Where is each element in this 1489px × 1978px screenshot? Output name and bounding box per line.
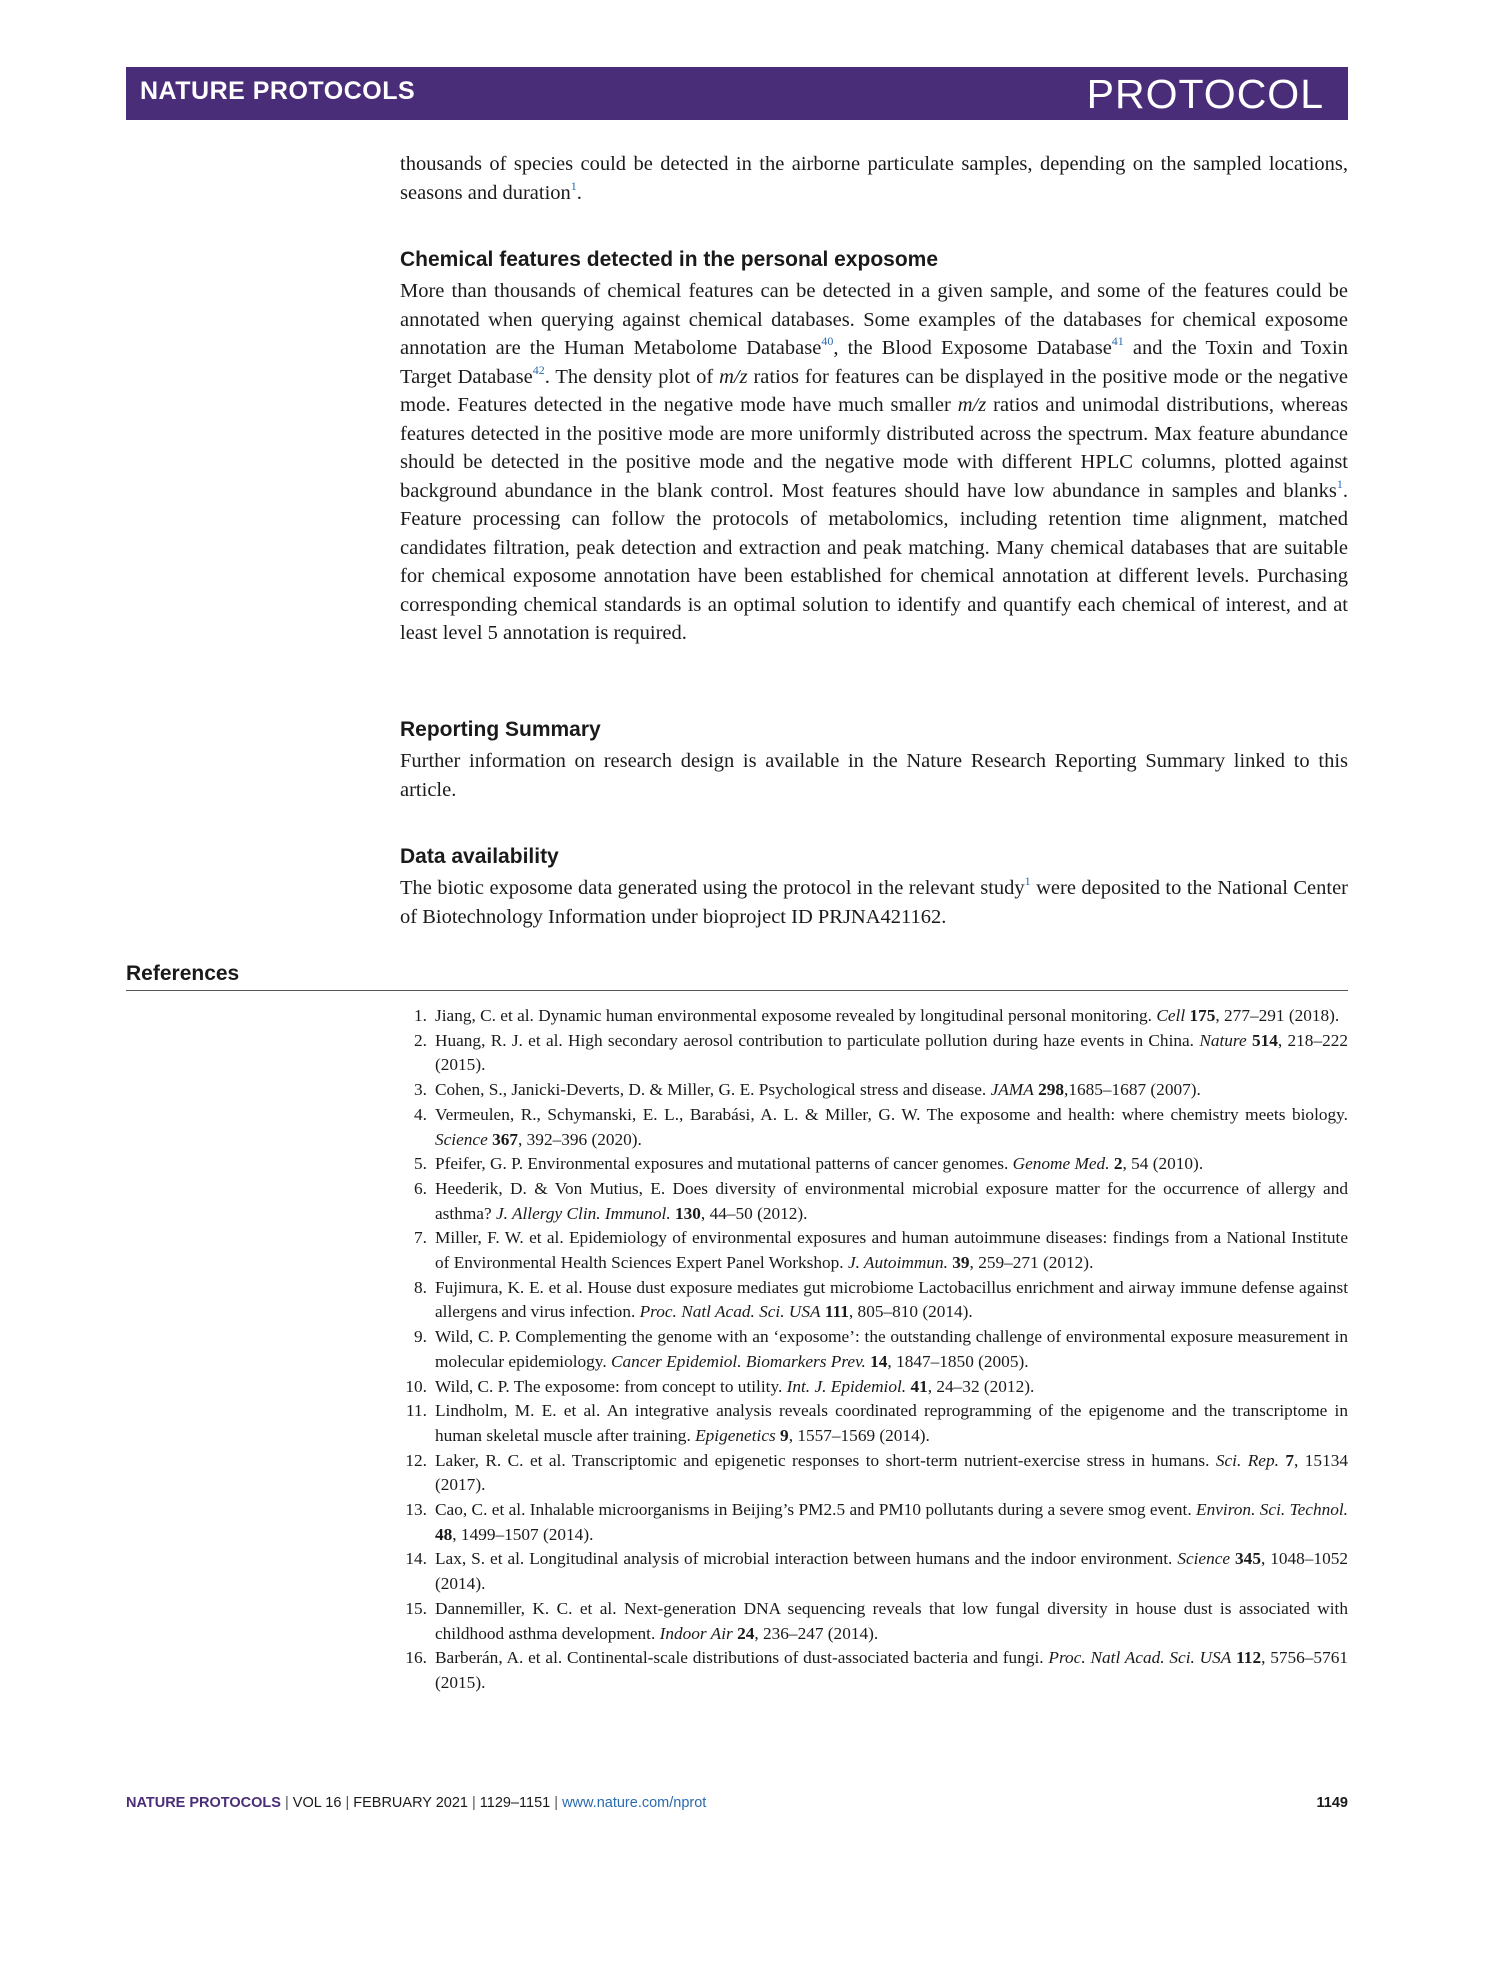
reference-volume: 48 xyxy=(435,1524,453,1544)
reference-journal: Proc. Natl Acad. Sci. USA xyxy=(1048,1648,1232,1668)
footer-journal: NATURE PROTOCOLS xyxy=(126,1795,281,1811)
reference-number: 3. xyxy=(414,1080,427,1100)
reference-pages: , 1048–1052 (2014). xyxy=(435,1549,1348,1594)
reference-volume: 367 xyxy=(492,1129,519,1149)
reference-volume: 175 xyxy=(1189,1006,1216,1025)
article-type: PROTOCOL xyxy=(1086,71,1324,117)
reference-item xyxy=(400,1226,1348,1275)
reference-volume: 7 xyxy=(1285,1450,1295,1470)
reference-volume: 345 xyxy=(1235,1549,1261,1569)
reference-number: 12. xyxy=(405,1450,427,1470)
reference-item xyxy=(400,1152,1348,1177)
reference-text: Fujimura, K. E. et al. House dust exposure mediates gut microbiome Lactobacillus enrichment and airway immune defense against allergens and virus infection. xyxy=(435,1277,1348,1322)
section-heading-reporting: Reporting Summary xyxy=(400,718,601,741)
journal-name: NATURE PROTOCOLS xyxy=(140,77,416,105)
citation-link[interactable]: 1 xyxy=(1336,476,1343,491)
reference-text: Cao, C. et al. Inhalable microorganisms in Beijing’s PM2.5 and PM10 pollutants during a severe smog event. xyxy=(435,1500,1197,1520)
reference-journal: J. Allergy Clin. Immunol. xyxy=(495,1203,671,1223)
reference-number: 1. xyxy=(414,1006,427,1025)
citation-link[interactable]: 41 xyxy=(1111,334,1124,348)
footer-volume: VOL 16 xyxy=(292,1795,342,1811)
page-number: 1149 xyxy=(1316,1795,1348,1811)
reference-number: 2. xyxy=(414,1030,427,1050)
reference-volume: 298 xyxy=(1038,1080,1065,1100)
references-list xyxy=(400,1004,1348,1696)
intro-paragraph: thousands of species could be detected in the airborne particulate samples, depending on the sampled locations, seasons and duration$^1$. xyxy=(400,153,1348,204)
reference-item xyxy=(400,1547,1348,1596)
reference-journal: Sci. Rep. xyxy=(1215,1450,1279,1470)
reference-number: 4. xyxy=(414,1104,427,1124)
reference-item xyxy=(400,1078,1348,1103)
reference-pages: ,1685–1687 (2007). xyxy=(1064,1080,1201,1100)
reference-text: Lax, S. et al. Longitudinal analysis of microbial interaction between humans and the indoor environment. xyxy=(435,1549,1178,1569)
reference-pages: , 15134 (2017). xyxy=(435,1450,1348,1495)
reference-journal: Proc. Natl Acad. Sci. USA xyxy=(639,1302,821,1322)
reference-item xyxy=(400,1004,1348,1029)
reference-volume: 2 xyxy=(1113,1154,1123,1174)
reference-pages: , 24–32 (2012). xyxy=(927,1376,1035,1396)
reference-volume: 39 xyxy=(952,1253,970,1273)
citation-link[interactable]: 1 xyxy=(570,178,577,193)
reference-number: 10. xyxy=(405,1376,427,1396)
reference-pages: , 805–810 (2014). xyxy=(848,1302,973,1322)
reference-text: Vermeulen, R., Schymanski, E. L., Barabási, A. L. & Miller, G. W. The exposome and health: where chemistry meets biology. xyxy=(435,1104,1348,1124)
reference-text: Barberán, A. et al. Continental-scale distributions of dust-associated bacteria and fungi. xyxy=(435,1648,1049,1668)
reference-item xyxy=(400,1399,1348,1448)
reference-number: 11. xyxy=(406,1401,427,1421)
reference-item xyxy=(400,1103,1348,1152)
reference-journal: J. Autoimmun. xyxy=(847,1253,948,1273)
section-heading-data-availability: Data availability xyxy=(400,845,559,868)
reference-item xyxy=(400,1177,1348,1226)
citation-link[interactable]: 42 xyxy=(532,362,545,377)
reference-number: 14. xyxy=(405,1549,427,1569)
reference-number: 8. xyxy=(414,1277,427,1297)
reporting-paragraph: Further information on research design is available in the Nature Research Reporting Summary linked to this article. xyxy=(400,750,1348,801)
reference-number: 5. xyxy=(414,1154,427,1174)
footer-pages: 1129–1151 xyxy=(479,1795,551,1811)
reference-number: 7. xyxy=(414,1228,427,1248)
reference-text: Wild, C. P. The exposome: from concept to utility. xyxy=(435,1376,787,1396)
reference-pages: , 392–396 (2020). xyxy=(518,1129,642,1149)
reference-journal: Int. J. Epidemiol. xyxy=(786,1376,907,1396)
reference-pages: , 218–222 (2015). xyxy=(435,1030,1349,1075)
footer-date: FEBRUARY 2021 xyxy=(353,1795,468,1811)
reference-volume: 130 xyxy=(675,1203,701,1223)
section-heading-chemical: Chemical features detected in the personal exposome xyxy=(400,248,939,271)
reference-item xyxy=(400,1276,1348,1325)
chemical-paragraph: More than thousands of chemical features can be detected in a given sample, and some of the features could be annotated when querying against chemical databases. Some examples of the databases for chemical exposome annotation are the Human Metabolome Database$^{40}$, the Blood Exposome Database$^{41}$ and the Toxin and Toxin Target Database$^{42}$. The density plot of m/z ratios for features can be displayed in the positive mode or the negative mode. Features detected in the negative mode have much smaller m/z ratios and unimodal distributions, whereas features detected in the positive mode are more uniformly distributed across the spectrum. Max feature abundance should be detected in the positive mode and the negative mode with different HPLC columns, plotted against background abundance in the blank control. Most features should have low abundance in samples and blanks$^1$. Feature processing can follow the protocols of metabolomics, including retention time alignment, matched candidates filtration, peak detection and extraction and peak matching. Many chemical databases that are suitable for chemical exposome annotation have been established for chemical annotation at different levels. Purchasing corresponding chemical standards is an optimal solution to identify and quantify each chemical of interest, and at least level 5 annotation is required. xyxy=(400,280,1349,644)
reference-number: 9. xyxy=(414,1327,427,1347)
reference-text: Huang, R. J. et al. High secondary aerosol contribution to particulate pollution during haze events in China. xyxy=(435,1030,1200,1050)
reference-text: Jiang, C. et al. Dynamic human environmental exposome revealed by longitudinal personal monitoring. xyxy=(435,1006,1157,1025)
reference-text: Lindholm, M. E. et al. An integrative analysis reveals coordinated reprogramming of the epigenome and the transcriptome in human skeletal muscle after training. xyxy=(435,1401,1348,1445)
references-divider xyxy=(126,990,1348,991)
reference-text: Heederik, D. & Von Mutius, E. Does diversity of environmental microbial exposure matter for the occurrence of allergy and asthma? xyxy=(435,1178,1348,1223)
reference-text: Miller, F. W. et al. Epidemiology of environmental exposures and human autoimmune diseases: findings from a National Institute of Environmental Health Sciences Expert Panel Workshop. xyxy=(435,1228,1348,1273)
reference-pages: , 259–271 (2012). xyxy=(969,1253,1094,1273)
reference-volume: 112 xyxy=(1236,1648,1262,1668)
reference-text: Dannemiller, K. C. et al. Next-generation DNA sequencing reveals that low fungal diversity in house dust is associated with childhood asthma development. xyxy=(435,1598,1348,1643)
citation-link[interactable]: 40 xyxy=(821,334,834,348)
reference-pages: , 1499–1507 (2014). xyxy=(452,1524,594,1544)
page-footer: NATURE PROTOCOLS | VOL 16 | FEBRUARY 2021 | 1129–1151 | www.nature.com/nprot 1149 xyxy=(126,1795,1348,1811)
reference-pages: , 54 (2010). xyxy=(1122,1154,1204,1174)
reference-volume: 24 xyxy=(737,1623,755,1643)
reference-pages: , 277–291 (2018). xyxy=(1215,1006,1340,1025)
reference-pages: , 236–247 (2014). xyxy=(754,1623,879,1643)
reference-journal: Science xyxy=(1177,1549,1231,1569)
reference-journal: Science xyxy=(435,1129,488,1149)
reference-volume: 514 xyxy=(1251,1030,1278,1050)
reference-item xyxy=(400,1498,1348,1547)
reference-journal: Cancer Epidemiol. Biomarkers Prev. xyxy=(610,1351,866,1371)
reference-text: Laker, R. C. et al. Transcriptomic and epigenetic responses to short-term nutrient-exercise stress in humans. xyxy=(435,1450,1216,1470)
reference-pages: , 1847–1850 (2005). xyxy=(887,1351,1029,1371)
reference-journal: Environ. Sci. Technol. xyxy=(1196,1500,1348,1520)
reference-journal: JAMA xyxy=(990,1080,1034,1100)
footer-url-link[interactable]: www.nature.com/nprot xyxy=(562,1795,707,1811)
reference-journal: Indoor Air xyxy=(659,1623,733,1643)
reference-item xyxy=(400,1449,1348,1498)
reference-pages: , 1557–1569 (2014). xyxy=(788,1425,930,1445)
reference-item xyxy=(400,1597,1348,1646)
citation-link[interactable]: 1 xyxy=(1024,874,1031,888)
reference-item xyxy=(400,1646,1348,1695)
reference-text: Cohen, S., Janicki-Deverts, D. & Miller, G. E. Psychological stress and disease. xyxy=(435,1080,991,1100)
reference-number: 16. xyxy=(405,1648,427,1668)
reference-volume: 9 xyxy=(780,1425,789,1445)
reference-journal: Nature xyxy=(1199,1030,1247,1050)
reference-number: 15. xyxy=(405,1598,427,1618)
reference-volume: 41 xyxy=(910,1376,928,1396)
reference-pages: , 5756–5761 (2015). xyxy=(435,1648,1348,1692)
reference-volume: 111 xyxy=(824,1302,849,1322)
reference-item xyxy=(400,1029,1348,1078)
reference-journal: Cell xyxy=(1156,1006,1186,1025)
reference-item xyxy=(400,1325,1348,1374)
reference-text: Wild, C. P. Complementing the genome with an ‘exposome’: the outstanding challenge of environmental exposure measurement in molecular epidemiology. xyxy=(435,1327,1348,1371)
reference-text: Pfeifer, G. P. Environmental exposures and mutational patterns of cancer genomes. xyxy=(435,1154,1013,1174)
reference-journal: Epigenetics xyxy=(695,1425,776,1445)
reference-number: 6. xyxy=(414,1178,427,1198)
data-availability-paragraph: The biotic exposome data generated using the protocol in the relevant study$^1$ were deposited to the National Center of Biotechnology Information under bioproject ID PRJNA421162. xyxy=(400,874,1348,928)
reference-item xyxy=(400,1375,1348,1400)
references-heading: References xyxy=(126,962,240,985)
reference-journal: Genome Med. xyxy=(1012,1154,1110,1174)
reference-volume: 14 xyxy=(870,1351,888,1371)
reference-number: 13. xyxy=(405,1500,427,1520)
journal-header-bar xyxy=(126,67,1348,120)
reference-pages: , 44–50 (2012). xyxy=(700,1203,808,1223)
